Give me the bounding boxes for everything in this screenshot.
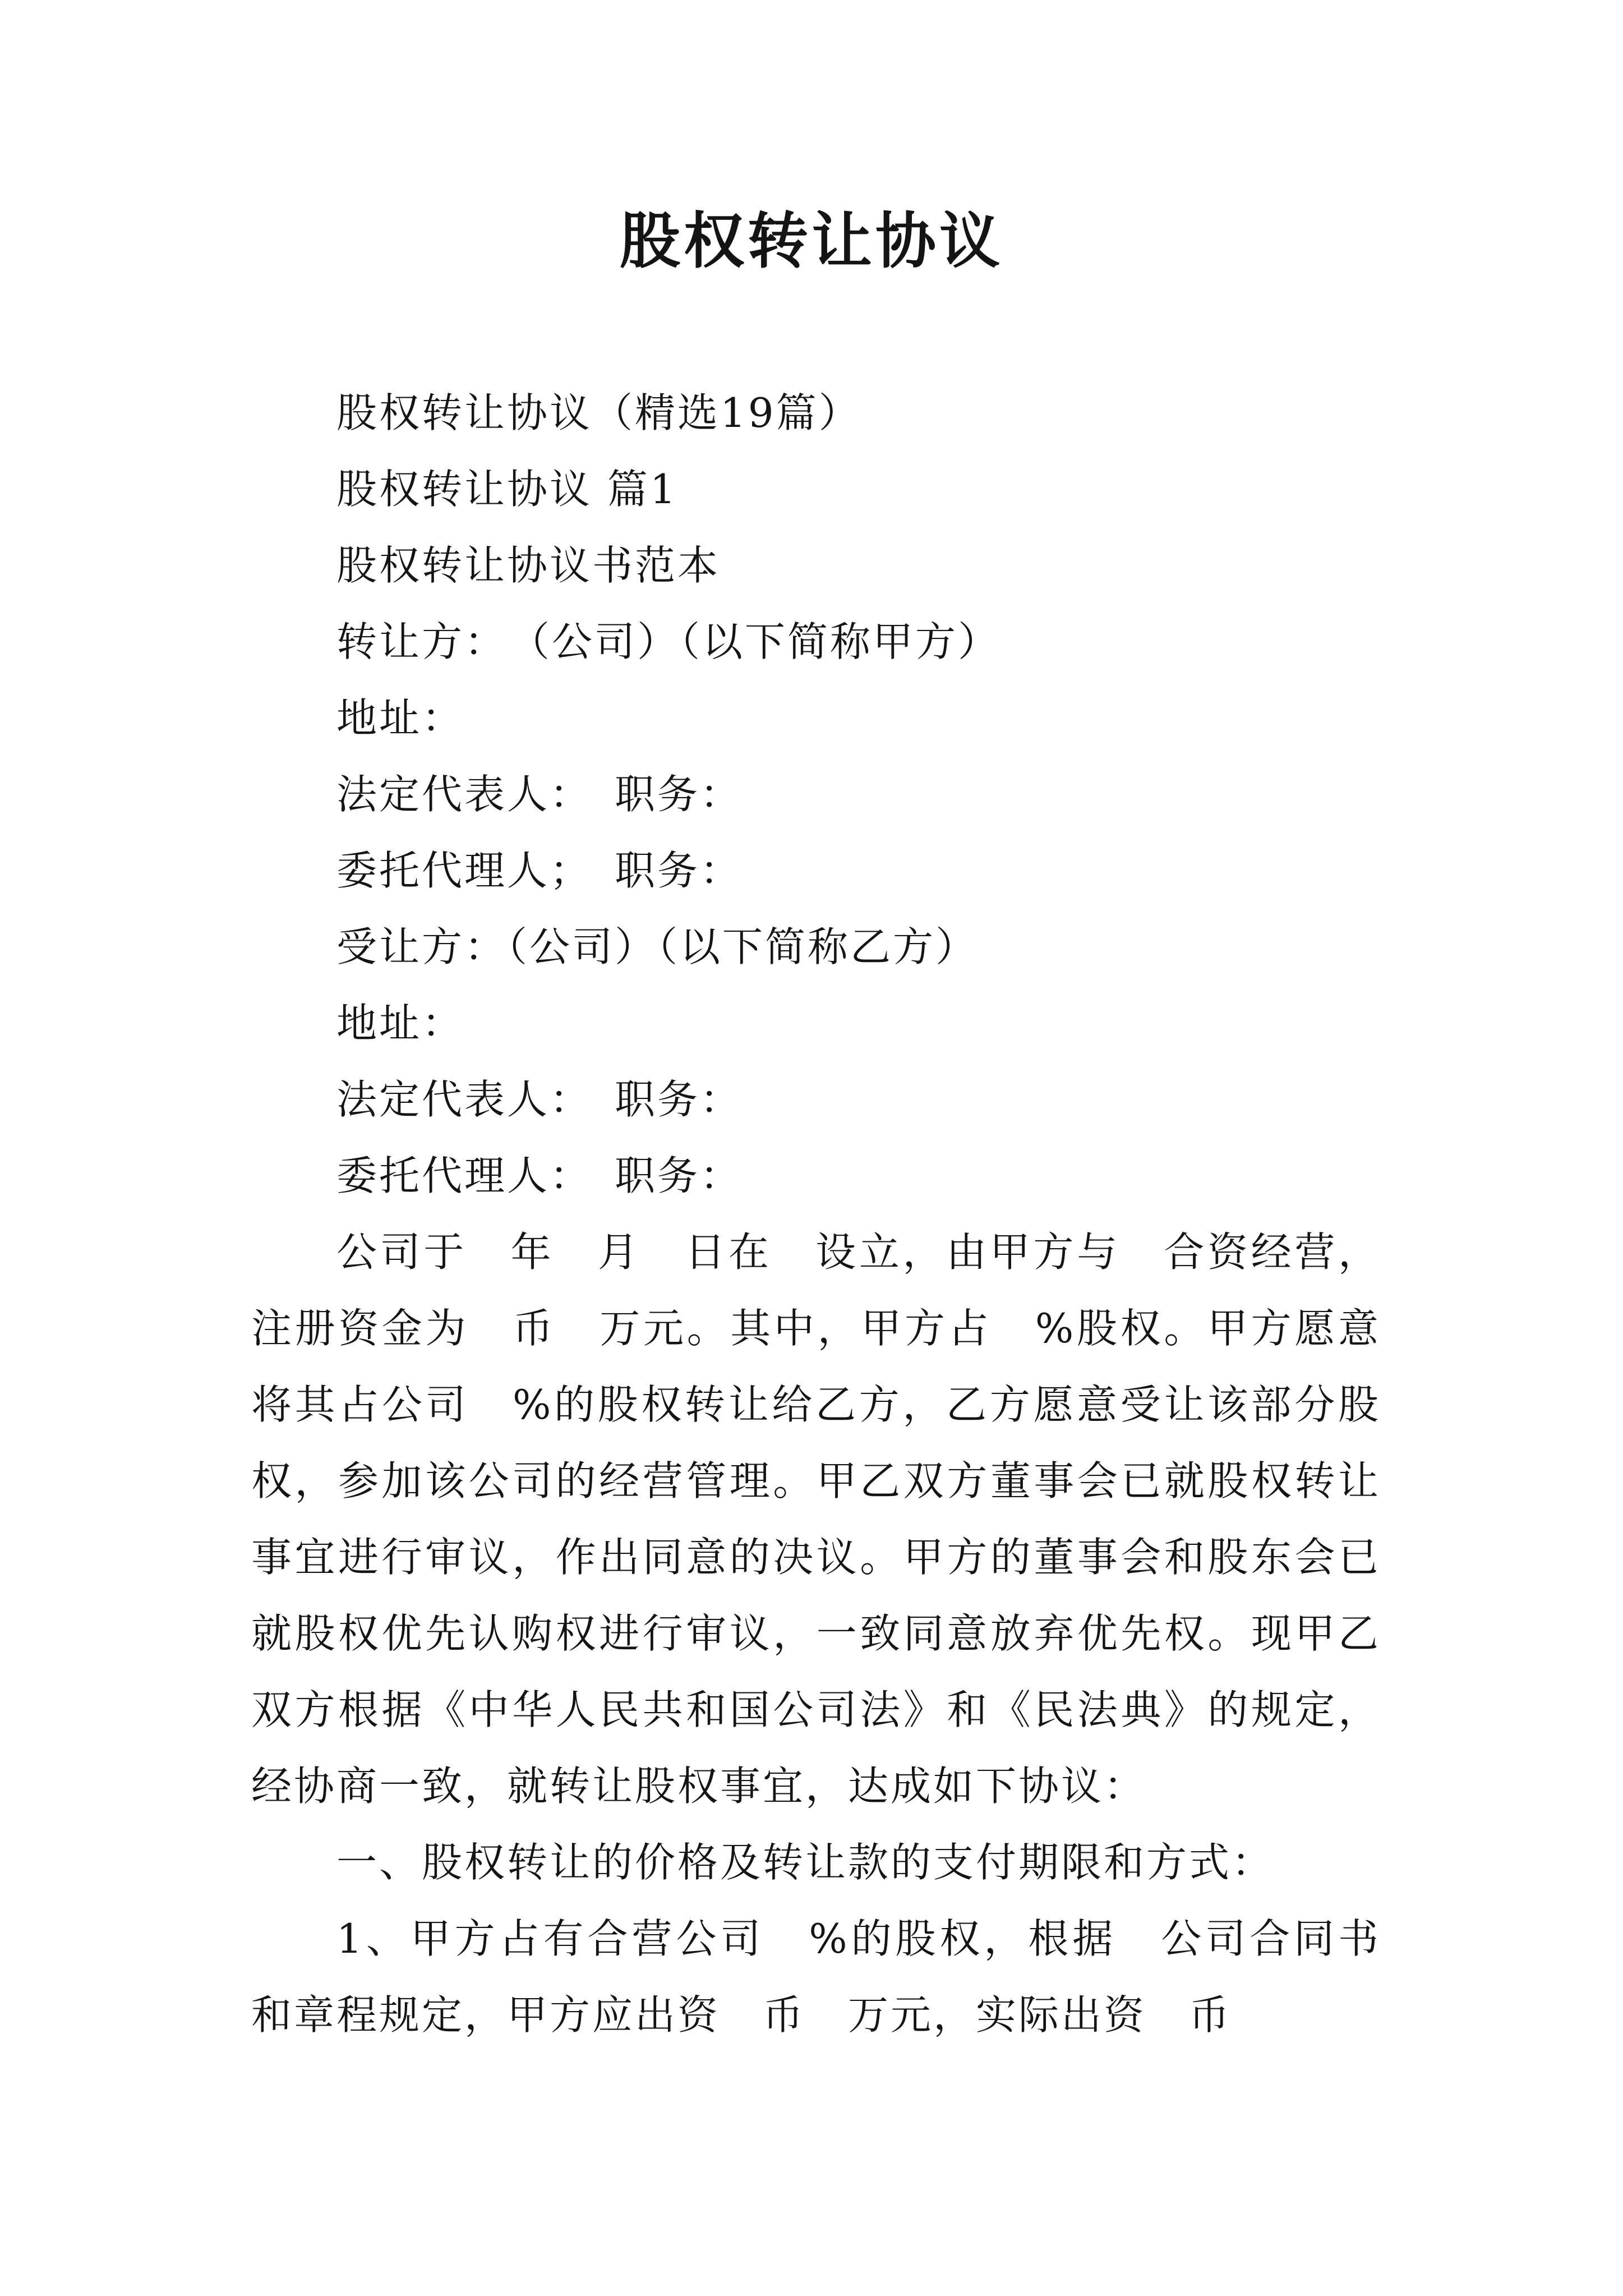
clause-1-paragraph: 1、甲方占有合营公司 %的股权，根据 公司合同书和章程规定，甲方应出资 币 万元，实际出资 币 (251, 1915, 1381, 2039)
document-body (251, 375, 1381, 2053)
transferee-legal-rep: 法定代表人： 职务： (336, 1076, 743, 1123)
transferor-legal-rep: 法定代表人： 职务： (336, 771, 743, 818)
transferor-agent: 委托代理人； 职务： (336, 847, 743, 894)
transferor-line: 转让方： （公司）（以下简称甲方） (336, 618, 1001, 665)
transferor-address: 地址： (336, 694, 465, 742)
chapter-heading: 股权转让协议 篇1 (336, 466, 678, 513)
transferee-address: 地址： (336, 1000, 465, 1047)
document-title: 股权转让协议 (619, 206, 1003, 277)
transferee-agent: 委托代理人： 职务： (336, 1152, 743, 1199)
preamble-paragraph: 公司于 年 月 日在 设立，由甲方与 合资经营，注册资金为 币 万元。其中，甲方占 %股权。甲方愿意将其占公司 %的股权转让给乙方，乙方愿意受让该部分股权，参加该公司的经营管理。甲乙双方董事会已就股权转让事宜进行审议，作出同意的决议。甲方的董事会和股东会已就股权优先认购权进行审议，一致同意放弃优先权。现甲乙双方根据《中华人民共和国公司法》和《民法典》的规定，经协商一致，就转让股权事宜，达成如下协议： (251, 1228, 1381, 1810)
transferee-line: 受让方：（公司）（以下简称乙方） (336, 923, 979, 970)
section-heading: 一、股权转让的价格及转让款的支付期限和方式： (336, 1839, 1275, 1886)
subtitle-line: 股权转让协议（精选19篇） (336, 389, 861, 436)
template-heading: 股权转让协议书范本 (336, 542, 721, 589)
